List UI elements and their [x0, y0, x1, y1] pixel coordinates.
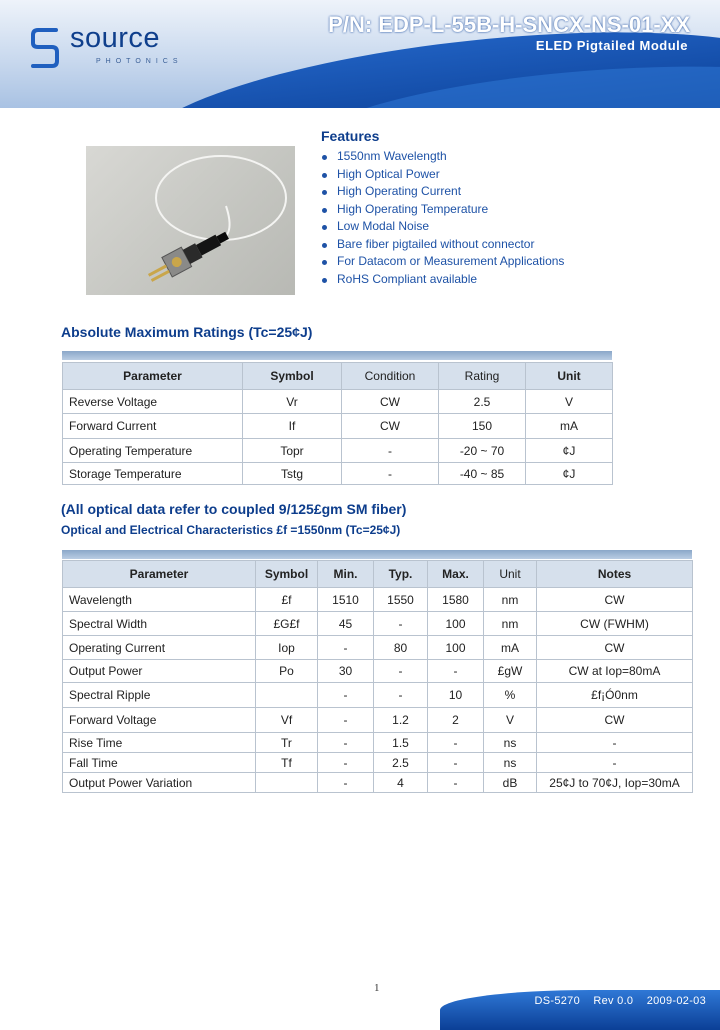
table-header-bar: [62, 550, 692, 559]
cell-max: -: [428, 660, 484, 683]
table-header-row: [63, 363, 613, 390]
cell-notes: £f¡Ó0nm: [537, 683, 693, 708]
cell-notes: CW: [537, 708, 693, 733]
cell-typ: -: [374, 660, 428, 683]
table-row: [63, 390, 613, 414]
col-header: Symbol: [243, 363, 342, 390]
table-row: [63, 439, 613, 463]
cell-rating: 150: [439, 414, 526, 439]
cell-notes: CW (FWHM): [537, 612, 693, 636]
col-header: Unit: [484, 561, 537, 588]
cell-symbol: [256, 773, 318, 793]
cell-notes: CW: [537, 636, 693, 660]
footer-info: [524, 995, 706, 1007]
abs-max-table: [62, 362, 613, 485]
abs-max-title: Absolute Maximum Ratings (Tc=25¢J): [61, 324, 313, 340]
cell-symbol: Tf: [256, 753, 318, 773]
cell-unit: V: [484, 708, 537, 733]
feature-item: High Operating Temperature: [321, 201, 564, 219]
table-row: [63, 588, 693, 612]
cell-min: -: [318, 708, 374, 733]
cell-min: -: [318, 773, 374, 793]
col-header: Rating: [439, 363, 526, 390]
cell-symbol: Tr: [256, 733, 318, 753]
cell-min: 30: [318, 660, 374, 683]
part-number: P/N: EDP-L-55B-H-SNCX-NS-01-XX: [328, 12, 690, 37]
col-header: Min.: [318, 561, 374, 588]
cell-min: -: [318, 753, 374, 773]
cell-symbol: Vf: [256, 708, 318, 733]
cell-rating: 2.5: [439, 390, 526, 414]
cell-max: 100: [428, 612, 484, 636]
cell-max: -: [428, 753, 484, 773]
cell-condition: CW: [342, 390, 439, 414]
product-subtitle: ELED Pigtailed Module: [535, 38, 688, 53]
cell-min: 1510: [318, 588, 374, 612]
feature-item: Low Modal Noise: [321, 218, 564, 236]
cell-symbol: Po: [256, 660, 318, 683]
features-list: [321, 148, 564, 288]
feature-item: High Operating Current: [321, 183, 564, 201]
feature-item: For Datacom or Measurement Applications: [321, 253, 564, 271]
table-row: [63, 708, 693, 733]
table-row: [63, 683, 693, 708]
cell-max: 10: [428, 683, 484, 708]
col-header: Unit: [526, 363, 613, 390]
table-row: [63, 636, 693, 660]
cell-notes: CW: [537, 588, 693, 612]
page-number: 1: [374, 982, 380, 994]
col-header: Notes: [537, 561, 693, 588]
optical-table: [62, 560, 693, 793]
cell-parameter: Spectral Width: [63, 612, 256, 636]
cell-parameter: Forward Current: [63, 414, 243, 439]
cell-rating: -20 ~ 70: [439, 439, 526, 463]
table-row: [63, 660, 693, 683]
cell-unit: mA: [484, 636, 537, 660]
col-header: Symbol: [256, 561, 318, 588]
cell-symbol: Iop: [256, 636, 318, 660]
brand-subtitle: PHOTONICS: [96, 58, 183, 65]
cell-unit: %: [484, 683, 537, 708]
fiber-note: (All optical data refer to coupled 9/125£gm SM fiber): [61, 501, 407, 517]
cell-typ: 2.5: [374, 753, 428, 773]
revision: Rev 0.0: [593, 995, 634, 1007]
features-title: Features: [321, 128, 380, 144]
cell-rating: -40 ~ 85: [439, 463, 526, 485]
cell-symbol: Topr: [243, 439, 342, 463]
cell-min: -: [318, 683, 374, 708]
cell-typ: 4: [374, 773, 428, 793]
cell-typ: 1.2: [374, 708, 428, 733]
cell-typ: -: [374, 683, 428, 708]
cell-parameter: Output Power Variation: [63, 773, 256, 793]
cell-notes: CW at Iop=80mA: [537, 660, 693, 683]
header-banner: [0, 0, 720, 108]
cell-condition: -: [342, 463, 439, 485]
cell-min: 45: [318, 612, 374, 636]
cell-unit: dB: [484, 773, 537, 793]
cell-unit: ns: [484, 753, 537, 773]
cell-unit: nm: [484, 612, 537, 636]
table-row: [63, 753, 693, 773]
cell-unit: £gW: [484, 660, 537, 683]
source-logo-icon: [30, 26, 60, 70]
cell-symbol: £f: [256, 588, 318, 612]
feature-item: Bare fiber pigtailed without connector: [321, 236, 564, 254]
cell-symbol: Tstg: [243, 463, 342, 485]
doc-date: 2009-02-03: [646, 995, 706, 1007]
cell-parameter: Operating Temperature: [63, 439, 243, 463]
cell-parameter: Output Power: [63, 660, 256, 683]
cell-typ: -: [374, 612, 428, 636]
cell-max: 2: [428, 708, 484, 733]
cell-typ: 80: [374, 636, 428, 660]
table-header-row: [63, 561, 693, 588]
optical-title: Optical and Electrical Characteristics £f =1550nm (Tc=25¢J): [61, 523, 401, 537]
cell-symbol: Vr: [243, 390, 342, 414]
cell-condition: -: [342, 439, 439, 463]
table-row: [63, 414, 613, 439]
col-header: Condition: [342, 363, 439, 390]
cell-min: -: [318, 733, 374, 753]
col-header: Max.: [428, 561, 484, 588]
cell-notes: 25¢J to 70¢J, Iop=30mA: [537, 773, 693, 793]
cell-condition: CW: [342, 414, 439, 439]
cell-parameter: Wavelength: [63, 588, 256, 612]
cell-max: 1580: [428, 588, 484, 612]
cell-parameter: Rise Time: [63, 733, 256, 753]
table-row: [63, 612, 693, 636]
table-row: [63, 773, 693, 793]
cell-parameter: Reverse Voltage: [63, 390, 243, 414]
cell-parameter: Forward Voltage: [63, 708, 256, 733]
table-row: [63, 733, 693, 753]
product-photo: [86, 146, 295, 295]
eled-module-image: [86, 146, 295, 295]
col-header: Typ.: [374, 561, 428, 588]
cell-notes: -: [537, 733, 693, 753]
cell-unit: V: [526, 390, 613, 414]
brand-name: source: [70, 22, 161, 54]
cell-unit: ns: [484, 733, 537, 753]
doc-number: DS-5270: [534, 995, 580, 1007]
cell-max: -: [428, 733, 484, 753]
cell-unit: nm: [484, 588, 537, 612]
col-header: Parameter: [63, 363, 243, 390]
cell-unit: mA: [526, 414, 613, 439]
cell-min: -: [318, 636, 374, 660]
feature-item: 1550nm Wavelength: [321, 148, 564, 166]
cell-max: -: [428, 773, 484, 793]
cell-parameter: Operating Current: [63, 636, 256, 660]
table-header-bar: [62, 351, 612, 360]
table-row: [63, 463, 613, 485]
cell-typ: 1.5: [374, 733, 428, 753]
cell-max: 100: [428, 636, 484, 660]
cell-parameter: Spectral Ripple: [63, 683, 256, 708]
cell-notes: -: [537, 753, 693, 773]
feature-item: High Optical Power: [321, 166, 564, 184]
cell-symbol: If: [243, 414, 342, 439]
col-header: Parameter: [63, 561, 256, 588]
cell-parameter: Fall Time: [63, 753, 256, 773]
cell-parameter: Storage Temperature: [63, 463, 243, 485]
cell-unit: ¢J: [526, 463, 613, 485]
cell-symbol: [256, 683, 318, 708]
cell-typ: 1550: [374, 588, 428, 612]
cell-unit: ¢J: [526, 439, 613, 463]
cell-symbol: £G£f: [256, 612, 318, 636]
feature-item: RoHS Compliant available: [321, 271, 564, 289]
